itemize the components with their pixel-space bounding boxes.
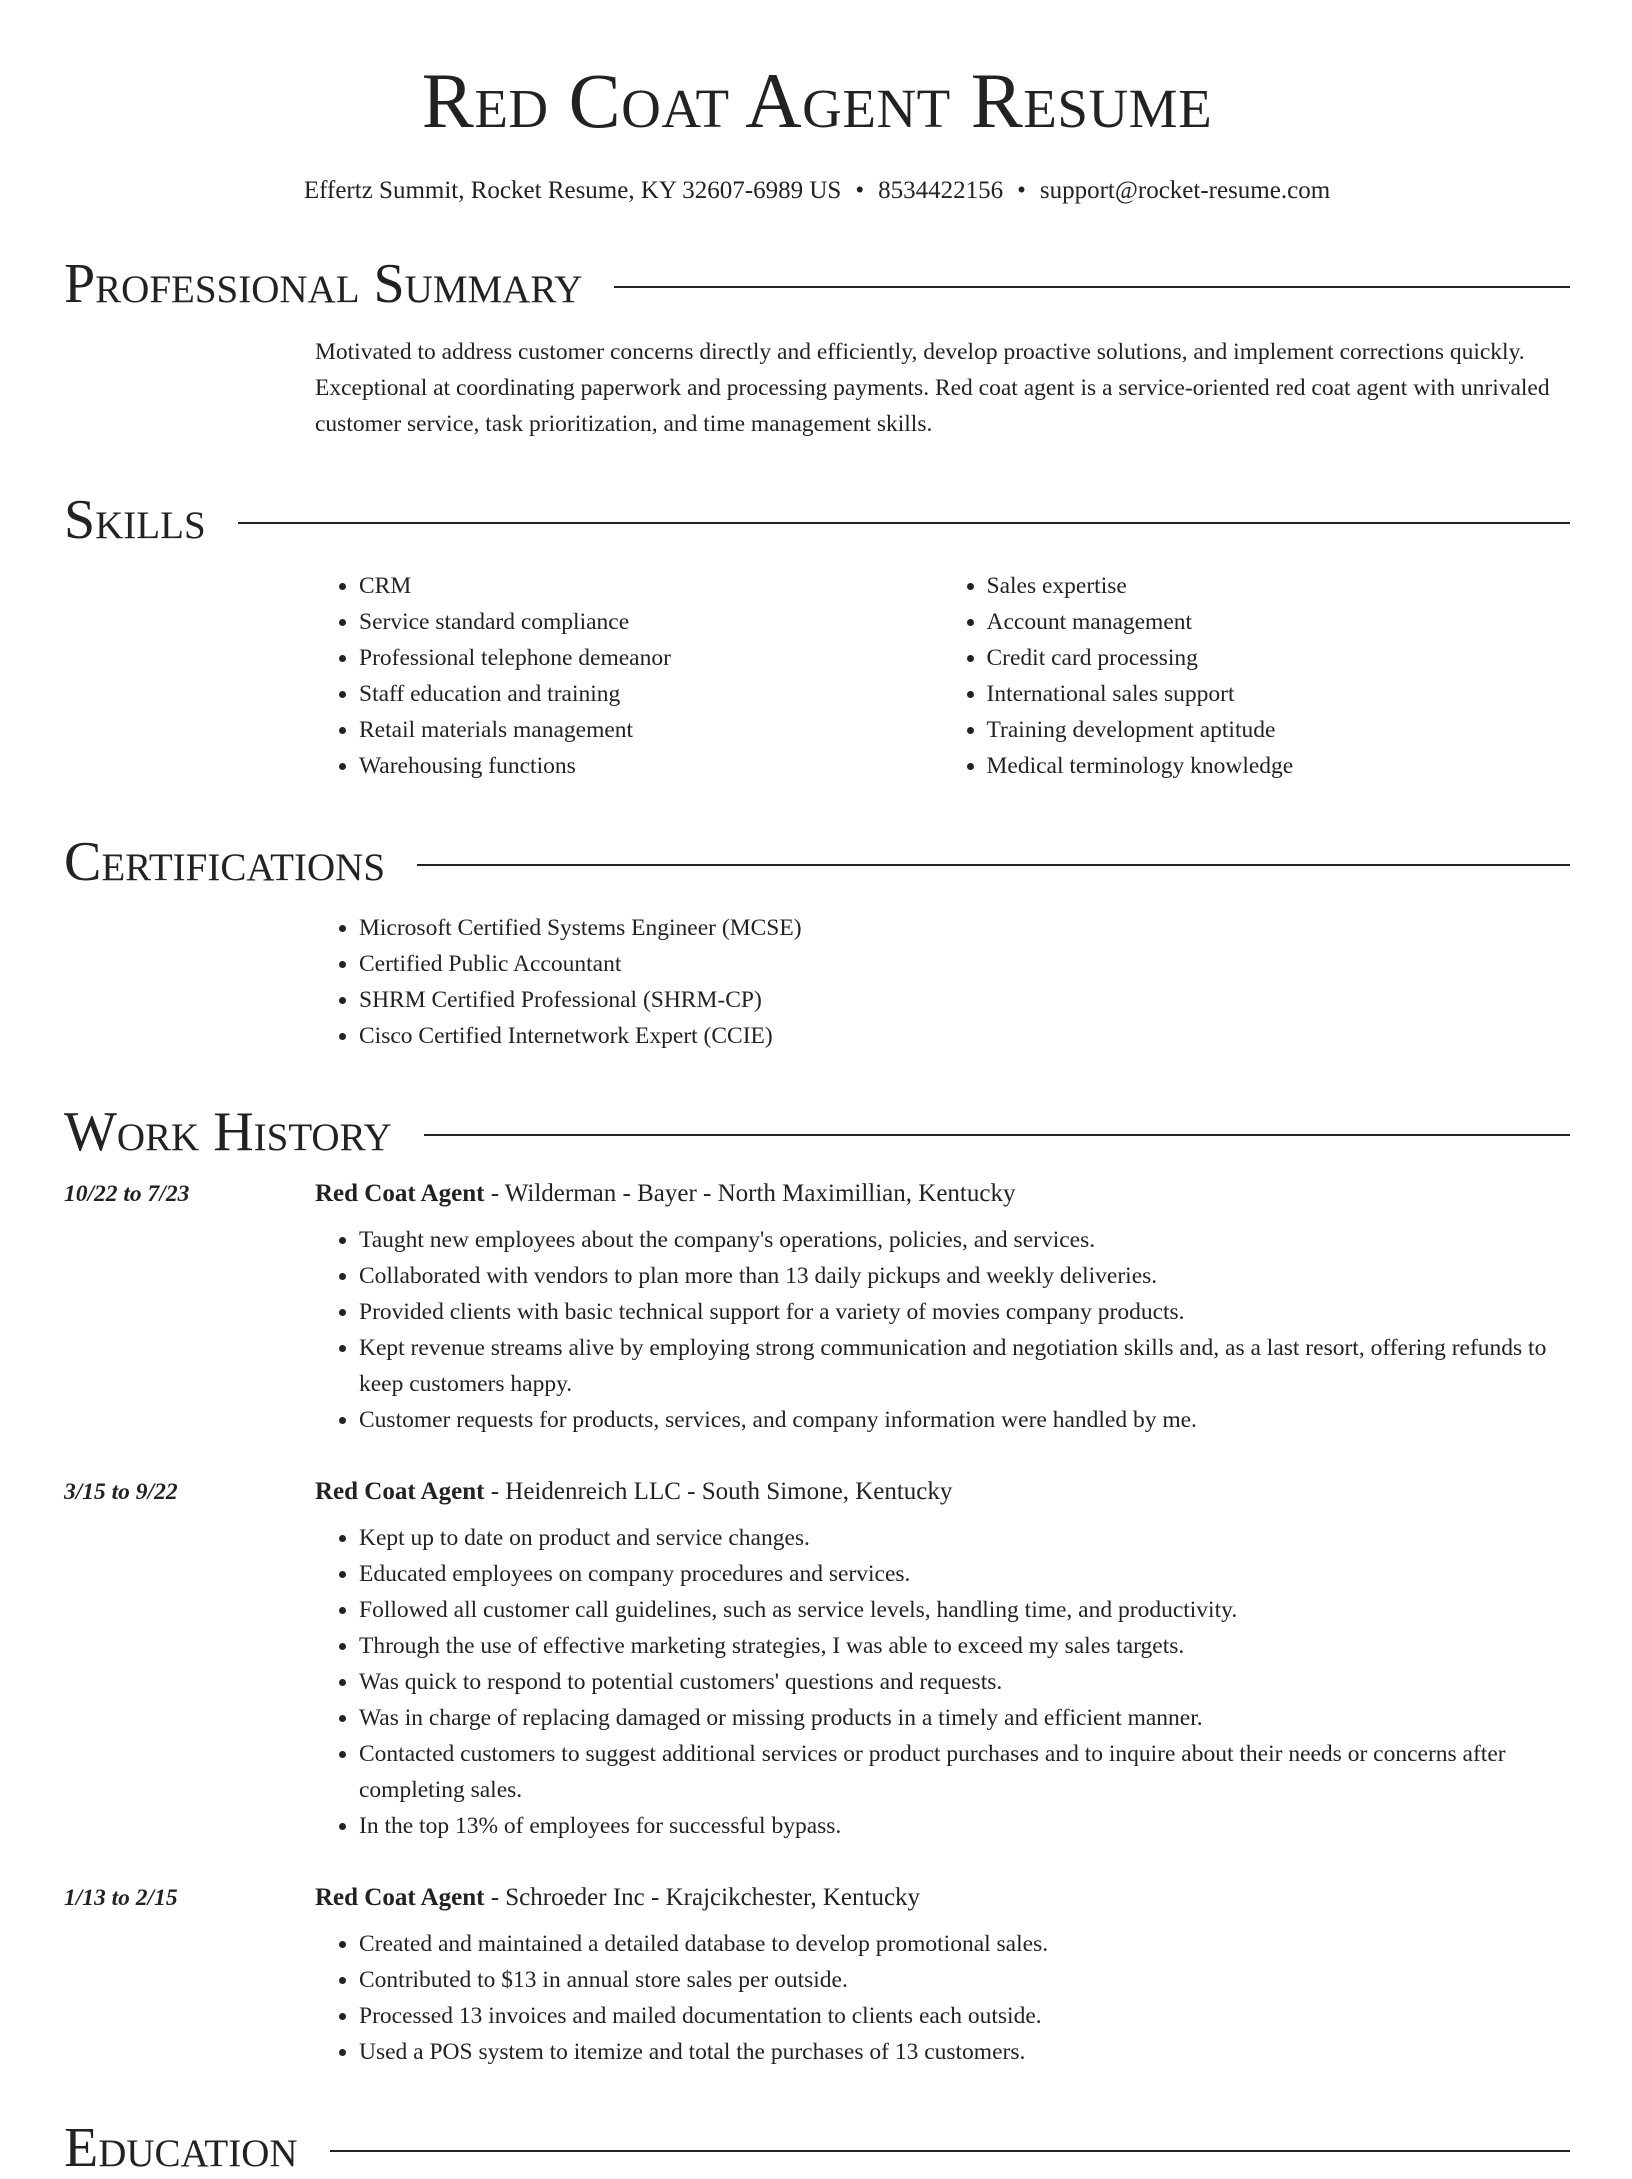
job-bullet: • Educated employees on company procedures and services. xyxy=(359,1556,1570,1592)
job-entry xyxy=(64,1880,1570,2070)
job-title: Red Coat Agent xyxy=(315,1884,485,1911)
certification-item: • Certified Public Accountant xyxy=(359,946,1570,982)
job-bullets xyxy=(315,1520,1570,1844)
certification-item: • SHRM Certified Professional (SHRM-CP) xyxy=(359,982,1570,1018)
certification-item: • Microsoft Certified Systems Engineer (MCSE) xyxy=(359,910,1570,946)
job-bullets xyxy=(315,1222,1570,1438)
job-bullets xyxy=(315,1926,1570,2070)
skill-item: • Account management xyxy=(987,604,1571,640)
skill-item: • Retail materials management xyxy=(359,712,943,748)
job-employer: - Schroeder Inc - Krajcikchester, Kentucky xyxy=(484,1884,921,1911)
job-bullet: • Processed 13 invoices and mailed documentation to clients each outside. xyxy=(359,1998,1570,2034)
job-heading xyxy=(315,1474,1570,1510)
skills-heading: Skills xyxy=(64,489,206,551)
skill-item: • Medical terminology knowledge xyxy=(987,748,1571,784)
summary-heading: Professional Summary xyxy=(64,253,583,315)
resume-title: Red Coat Agent Resume xyxy=(421,57,1213,144)
job-employer: - Wilderman - Bayer - North Maximillian, Kentucky xyxy=(484,1180,1016,1207)
job-bullet: • Was quick to respond to potential customers' questions and requests. xyxy=(359,1664,1570,1700)
job-title: Red Coat Agent xyxy=(315,1180,485,1207)
job-bullet: • Provided clients with basic technical support for a variety of movies company products. xyxy=(359,1294,1570,1330)
summary-text: Motivated to address customer concerns directly and efficiently, develop proactive solutions, and implement corrections quickly. Exceptional at coordinating paperwork and processing payments. Red coat agent is a service-oriented red coat agent with unrivaled customer service, task prioritization, and time management skills. xyxy=(315,339,1550,437)
skills-list xyxy=(315,568,1570,784)
job-bullet: • Followed all customer call guidelines, such as service levels, handling time, and productivity. xyxy=(359,1592,1570,1628)
contact-address: Effertz Summit, Rocket Resume, KY 32607-6989 US xyxy=(303,177,842,204)
job-dates: 10/22 to 7/23 xyxy=(64,1181,190,1207)
job-bullet: • Taught new employees about the company's operations, policies, and services. xyxy=(359,1222,1570,1258)
skill-item: • International sales support xyxy=(987,676,1571,712)
contact-email: support@rocket-resume.com xyxy=(1039,177,1331,204)
education-section-header xyxy=(64,2117,1570,2179)
work-history-heading: Work History xyxy=(64,1101,392,1163)
skills-column-left xyxy=(315,568,943,784)
section-divider xyxy=(424,1134,1570,1136)
section-divider xyxy=(330,2150,1570,2152)
skill-item: • CRM xyxy=(359,568,943,604)
job-bullet: • Kept up to date on product and service changes. xyxy=(359,1520,1570,1556)
job-bullet: • Created and maintained a detailed database to develop promotional sales. xyxy=(359,1926,1570,1962)
job-bullet: • Used a POS system to itemize and total the purchases of 13 customers. xyxy=(359,2034,1570,2070)
job-bullet: • Through the use of effective marketing strategies, I was able to exceed my sales targets. xyxy=(359,1628,1570,1664)
skill-item: • Sales expertise xyxy=(987,568,1571,604)
job-entry xyxy=(64,1474,1570,1844)
section-divider xyxy=(417,864,1570,866)
job-employer: - Heidenreich LLC - South Simone, Kentucky xyxy=(484,1478,953,1505)
certifications-heading: Certifications xyxy=(64,831,386,893)
skill-item: • Warehousing functions xyxy=(359,748,943,784)
job-bullet: • Collaborated with vendors to plan more than 13 daily pickups and weekly deliveries. xyxy=(359,1258,1570,1294)
certifications-section-header xyxy=(64,831,1570,893)
skill-item: • Professional telephone demeanor xyxy=(359,640,943,676)
work-history-section-header xyxy=(64,1101,1570,1163)
job-bullet: • Kept revenue streams alive by employing strong communication and negotiation skills and, as a last resort, offering refunds to keep customers happy. xyxy=(359,1330,1570,1402)
section-divider xyxy=(238,522,1570,524)
job-bullet: • In the top 13% of employees for successful bypass. xyxy=(359,1808,1570,1844)
summary-section-header xyxy=(64,253,1570,315)
job-bullet: • Customer requests for products, services, and company information were handled by me. xyxy=(359,1402,1570,1438)
job-dates: 3/15 to 9/22 xyxy=(64,1479,178,1505)
resume-page xyxy=(64,0,1570,2179)
skills-column-right xyxy=(943,568,1571,784)
job-bullet: • Was in charge of replacing damaged or missing products in a timely and efficient manner. xyxy=(359,1700,1570,1736)
skill-item: • Service standard compliance xyxy=(359,604,943,640)
job-entry xyxy=(64,1176,1570,1438)
contact-line xyxy=(64,176,1570,206)
section-divider xyxy=(614,286,1570,288)
contact-phone: 8534422156 xyxy=(878,177,1004,204)
job-dates: 1/13 to 2/15 xyxy=(64,1885,178,1911)
job-bullet: • Contributed to $13 in annual store sales per outside. xyxy=(359,1962,1570,1998)
bullet-separator: • xyxy=(855,177,865,204)
job-heading xyxy=(315,1176,1570,1212)
skill-item: • Staff education and training xyxy=(359,676,943,712)
certifications-list xyxy=(315,910,1570,1054)
skills-section-header xyxy=(64,489,1570,551)
bullet-separator: • xyxy=(1017,177,1026,204)
skill-item: • Training development aptitude xyxy=(987,712,1571,748)
job-bullet: • Contacted customers to suggest additional services or product purchases and to inquire about their needs or concerns after completing sales. xyxy=(359,1736,1570,1808)
education-heading: Education xyxy=(64,2117,298,2179)
skill-item: • Credit card processing xyxy=(987,640,1571,676)
job-title: Red Coat Agent xyxy=(315,1478,485,1505)
certification-item: • Cisco Certified Internetwork Expert (CCIE) xyxy=(359,1018,1570,1054)
job-heading xyxy=(315,1880,1570,1916)
